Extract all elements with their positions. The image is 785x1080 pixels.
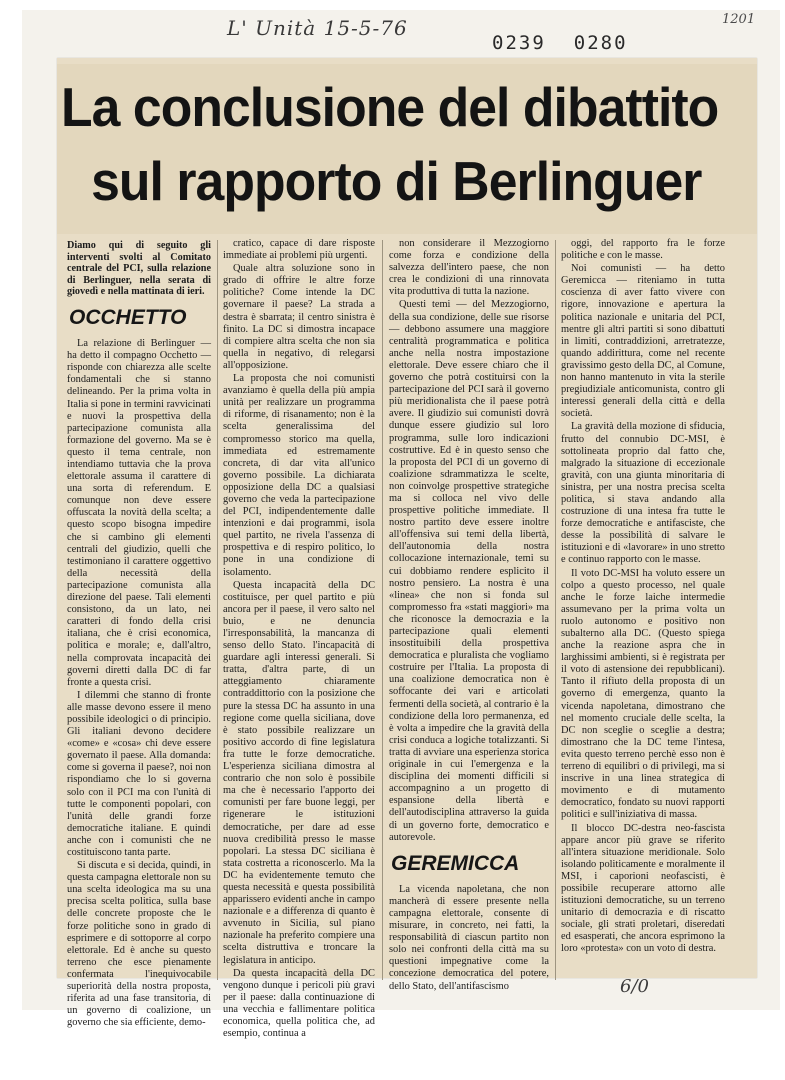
speaker-heading-geremicca: GEREMICCA — [391, 851, 520, 875]
archive-sheet — [22, 10, 780, 1040]
headline-line-2: sul rapporto di Berlinguer — [91, 150, 702, 212]
stamp-code-2: 0280 — [573, 32, 628, 54]
paragraph: non considerare il Mezzogiorno come forza e condizione della salvezza dell'intero paese, che non crea le condizioni di una rinnovata vita produttiva di tutta la nazione. — [389, 238, 549, 298]
paragraph: Il voto DC-MSI ha voluto essere un colpo a questo processo, nel quale anche le forze laiche intermedie assumevano per la prima volta un ruolo autonomo e positivo non subalterno alla DC. (Questo spiega anche la reazione aspra che in larghissimi ambienti, si è registrata per il voto di astensione dei repubblicani). Tanto il rifiuto della proposta di un governo di emergenza, quanto la vicenda napoletana, dimostrano che nel momento cruciale delle scelta, la DC non sceglie o sceglie a destra; dimostrano che la DC teme l'intesa, evita questo terreno perchè esso non è terreno di equilibri o di privilegi, ma si inscrive in una linea strategica di movimento e di mutamento democratico, fondato su nuovi rapporti politici e sull'iniziativa di massa. — [561, 567, 725, 821]
article-intro: Diamo qui di seguito gli interventi svolti al Comitato centrale del PCI, sulla relazione di Berlinguer, nella serata di giovedì e nella mattinata di ieri. — [67, 240, 211, 298]
column-rule — [217, 240, 218, 980]
handwritten-page-number: 1201 — [722, 12, 756, 27]
handwritten-source-note: L' Unità 15-5-76 — [227, 16, 408, 40]
paragraph: cratico, capace di dare risposte immediate ai problemi più urgenti. — [223, 238, 375, 262]
paragraph: Il blocco DC-destra neo-fascista appare ancor più grave se riferito all'intera situazione meridionale. Solo isolando politicamente e moralmente il MSI, i caporioni neofascisti, è possibile recuperare attorno alle istituzioni democratiche, su un terreno unitario di democrazia e di riscatto sociale, gli strati proletari, diseredati ed esasperati, che ancora esprimono la loro «protesta» con un voto di destra. — [561, 822, 725, 955]
handwritten-mark: 6/0 — [620, 976, 649, 997]
archive-stamp — [492, 32, 656, 54]
headline — [61, 70, 719, 218]
paragraph: La vicenda napoletana, che non mancherà di essere presente nella campagna elettorale, consente di misurare, in concreto, nei fatti, la responsabilità di ciascun partito non solo nei confronti della città ma su questioni impegnative come la concezione democratica del potere, dello Stato, dell'antifascismo — [389, 883, 549, 992]
column-4 — [561, 238, 725, 957]
stamp-code-1: 0239 — [492, 32, 546, 54]
column-rule — [382, 240, 383, 980]
paragraph: I dilemmi che stanno di fronte alle masse devono essere il meno possibile ideologici o di principio. Gli italiani devono decidere «come» e «cosa» chi deve essere governato il paese. Alla domanda: come si governa il paese?, noi non rispondiamo che lo si governa solo con il PCI ma con l'unità di tutte le componenti popolari, con l'unità delle grandi forze democratiche italiane. E quindi anche con i comunisti che ne costituiscono tanta parte. — [67, 689, 211, 858]
paragraph: Questi temi — del Mezzogiorno, della sua condizione, delle sue risorse — debbono assumere una maggiore centralità programmatica e politica anche nella nostra impostazione elettorale. Deve essere chiaro che il governo che potrà costituirsi con la partecipazione del PCI sarà il governo più meridionalista che il paese potrà avere. Il giudizio sui comunisti dovrà dunque essere giudizio sul loro programma, sulle loro indicazioni costruttive. Ed è in questo senso che la proposta del PCI di un governo di coalizione sdrammatizza le scelte, non coinvolge prospettive strategiche ma si colloca nel vivo delle prospettive politiche immediate. Il nostro partito deve essere inoltre all'offensiva sui temi della libertà, dell'autonomia della nostra collocazione internazionale, temi su cui dobbiamo rendere esplicito il nostro pensiero. La nostra è una «linea» che non si fonda sul compromesso fra «stati maggiori» ma che riconosce la democrazia e la partecipazione quali elementi insostituibili della prospettiva democratica e pluralista che vogliamo costruire per l'Italia. La proposta di una coalizione democratica non è soffocante dei vari e articolati fermenti della società, al contrario è la condizione della loro permanenza, ed è volta a impedire che la gravità della crisi conduca a logiche totalizzanti. Si tratta di avviare una esperienza storica originale in cui l'emergenza e la disciplina dei momenti difficili si accompagnino a un progetto di espansione della libertà e dell'autodisciplina attraverso la guida di un governo forte, democratico e autorevole. — [389, 299, 549, 843]
paragraph: Da questa incapacità della DC vengono dunque i pericoli più gravi per il paese: dalla continuazione di una vecchia e fallimentare politica economica, quella politica che, ad esempio, continua a — [223, 967, 375, 1040]
speaker-heading-occhetto: OCCHETTO — [69, 305, 187, 329]
headline-area — [57, 64, 757, 234]
column-3 — [389, 238, 549, 994]
paragraph: Questa incapacità della DC costituisce, per quel partito e più ancora per il paese, il vero salto nel buio, e ne denuncia l'irresponsabilità, la mancanza di senso dello Stato. l'incapacità di guardare agli interessi generali. Si tratta, d'altra parte, di un atteggiamento chiaramente contraddittorio con la posizione che pure la stessa DC ha assunto in una regione come quella siciliana, dove è stato possibile realizzare un positivo accordo di fine legislatura fra tutte le forze democratiche. L'esperienza siciliana dimostra al contrario che non solo è possibile ma che è necessario l'apporto dei comunisti per fare buone leggi, per rigenerare le istituzioni democratiche, per dare ad esse nuova credibilità presso le masse popolari. La stessa DC siciliana è stata costretta a riconoscerlo. Ma la DC ha evidentemente temuto che questa necessità e questa possibilità apparissero evidenti anche in campo nazionale e a differenza di quanto è avvenuto in Sicilia, sul piano nazionale ha preferito compiere una scelta distruttiva e troncare la legislatura in anticipo. — [223, 579, 375, 966]
paragraph: La gravità della mozione di sfiducia, frutto del connubio DC-MSI, è sottolineata proprio dal fatto che, malgrado la situazione di eccezionale gravità, con una giunta minoritaria di sinistra, per una nostra precisa scelta politica, si stava andando alla costruzione di una intesa fra tutte le forze democratiche e antifasciste, che desse la possibilità di salvare le istituzioni e di «lavorare» in uno stretto e continuo rapporto con le masse. — [561, 421, 725, 566]
paragraph: oggi, del rapporto fra le forze politiche e con le masse. — [561, 238, 725, 262]
paragraph: Noi comunisti — ha detto Geremicca — riteniamo in tutta coscienza di aver fatto vivere con rigore, innovazione e apertura la politica nazionale e unitaria del PCI, mentre gli altri partiti si sono dibattuti in limiti, contraddizioni, arretratezze, quando addirittura, come nel recente gravissimo gesto della DC, al Comune, non hanno mantenuto in vita la sterile pregiudiziale anticomunista, contro gli interessi generali della città e della società. — [561, 263, 725, 420]
paragraph: La relazione di Berlinguer — ha detto il compagno Occhetto — risponde con chiarezza alle scelte fondamentali che si stanno delineando. Per la prima volta in Italia si pone in termini ravvicinati e nuovi la prospettiva della partecipazione comunista alla formazione del governo. Ma se è questo il tema centrale, non intendiamo tuttavia che la prova elettorale assuma il carattere di una sorta di referendum. E comunque non deve essere offuscata la novità della scelta; a questo scopo bisogna impedire che si cambino gli elementi centrali del giudizio, quelli che testimoniano il carattere oggettivo della necessità della partecipazione comunista alla direzione del paese. Tali elementi consistono, da un lato, nei caratteri di fondo della crisi italiana, che è crisi economica, politica e morale; e, dall'altro, nella comprovata incapacità dei governi diretti dalla DC di far fronte a questa crisi. — [67, 338, 211, 688]
paragraph: Quale altra soluzione sono in grado di offrire le altre forze politiche? Come intende la DC governare il paese? La strada a destra è sbarrata; il centro sinistra è finito. La DC si dimostra incapace di compiere altra scelta che non sia quella in negativo, di relegarsi all'opposizione. — [223, 263, 375, 371]
column-2 — [223, 238, 375, 1041]
paragraph: Si discuta e si decida, quindi, in questa campagna elettorale non su una scelta ideologica ma su una precisa scelta politica, sulla base delle concrete proposte che le forze politiche sono in grado di esprimere e di sottoporre al corpo elettorale. Ed è anche su questo terreno che esce pienamente confermata l'inequivocabile superiorità della nostra proposta, riferita ad una fase transitoria, di un governo di coalizione, un governo che sia efficiente, demo- — [67, 860, 211, 1029]
column-rule — [555, 240, 556, 980]
paragraph: La proposta che noi comunisti avanziamo è quella della più ampia unità per realizzare un programma di riforme, di risanamento; non è la scelta generalissima del compromesso storico ma quella, immediata ed estremamente concreta, di dar vita all'unico governo possibile. La dichiarata opposizione della DC a qualsiasi governo che veda la partecipazione del PCI, indipendentemente dalle intenzioni e dai programmi, isola quel partito, ne rivela l'assenza di prospettiva e di respiro politico, lo pone in una condizione di isolamento. — [223, 373, 375, 578]
headline-line-1: La conclusione del dibattito — [61, 76, 719, 138]
column-1 — [67, 238, 211, 1030]
